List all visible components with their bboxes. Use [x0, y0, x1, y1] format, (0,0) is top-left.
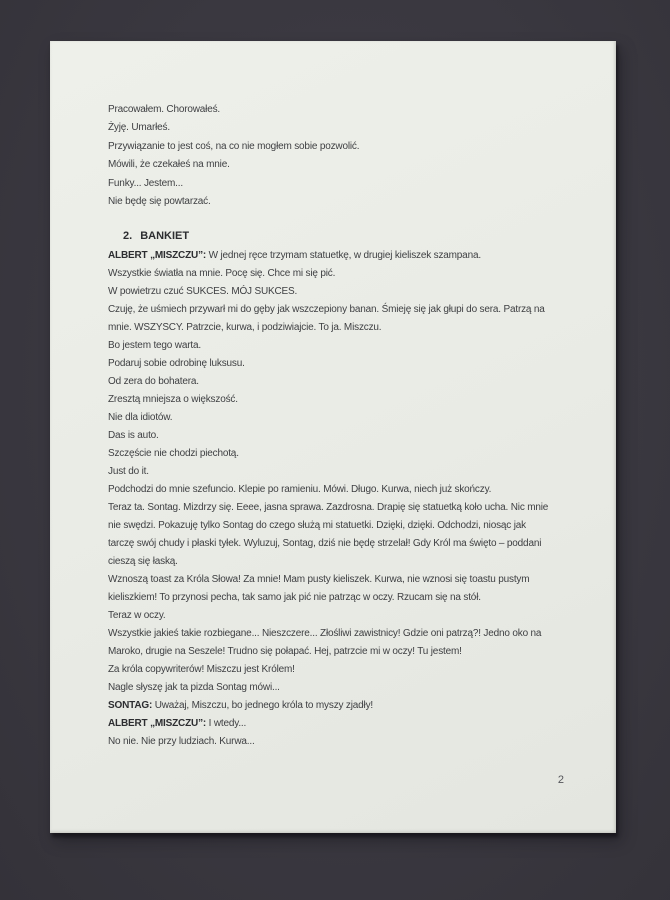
script-paragraph	[108, 409, 566, 427]
script-line: Das is auto.	[108, 430, 159, 442]
script-line: Przywiązanie to jest coś, na co nie mogłem sobie pozwolić.	[108, 140, 360, 152]
scene-title: BANKIET	[140, 230, 190, 243]
script-line: ALBERT „MISZCZU”: I wtedy...	[108, 718, 247, 730]
script-paragraph	[108, 463, 566, 481]
speaker-name: SONTAG:	[108, 700, 153, 712]
page-number: 2	[557, 774, 564, 786]
script-paragraph	[108, 733, 566, 751]
script-line: Mówili, że czekałeś na mnie.	[108, 159, 230, 171]
script-line: W powietrzu czuć SUKCES. MÓJ SUKCES.	[108, 286, 298, 298]
script-line: cieszą się łaską.	[108, 556, 178, 568]
script-line: Od zera do bohatera.	[108, 376, 199, 388]
script-paragraph	[108, 625, 566, 661]
script-line: Zresztą mniejsza o większość.	[108, 394, 238, 406]
script-paragraph	[108, 283, 566, 301]
script-paragraph	[108, 661, 566, 679]
script-paragraph	[108, 265, 566, 283]
script-paragraph	[108, 355, 566, 373]
script-line: Maroko, drugie na Seszele! Trudno się połapać. Hej, patrzcie mi w oczy! Tu jestem!	[108, 646, 462, 658]
script-line: SONTAG: Uważaj, Miszczu, bo jednego króla to myszy zjadły!	[108, 700, 374, 712]
scene-heading	[123, 227, 566, 245]
script-paragraph	[108, 247, 566, 265]
script-line: Nagle słyszę jak ta pizda Sontag mówi...	[108, 682, 280, 694]
script-paragraph	[108, 337, 566, 355]
script-line: Wznoszą toast za Króla Słowa! Za mnie! Mam pusty kieliszek. Kurwa, nie wznosi się toastu pustym	[108, 574, 530, 586]
intro-monologue	[108, 101, 566, 211]
script-paragraph	[108, 697, 566, 715]
script-line: Żyję. Umarłeś.	[108, 122, 170, 134]
script-line: Pracowałem. Chorowałeś.	[108, 104, 221, 115]
script-line: Wszystkie światła na mnie. Pocę się. Chce mi się pić.	[108, 268, 336, 280]
script-line: Funky... Jestem...	[108, 177, 183, 189]
script-line: Podaruj sobie odrobinę luksusu.	[108, 358, 245, 370]
script-paragraph	[108, 391, 566, 409]
scene-number: 2.	[123, 230, 133, 243]
script-line: Just do it.	[108, 466, 149, 478]
script-line: Wszystkie jakieś takie rozbiegane... Nieszczere... Złośliwi zawistnicy! Gdzie oni patrzą?! Jedno oko na	[108, 628, 542, 640]
script-paragraph	[108, 607, 566, 625]
script-paragraph	[108, 373, 566, 391]
script-line: Bo jestem tego warta.	[108, 340, 201, 352]
script-page	[50, 41, 616, 833]
speaker-name: ALBERT „MISZCZU”:	[108, 250, 207, 262]
script-content	[108, 101, 566, 751]
script-line: Nie dla idiotów.	[108, 412, 173, 424]
script-paragraph	[108, 445, 566, 463]
scene-dialogue	[108, 247, 566, 751]
script-paragraph	[108, 301, 566, 337]
script-line: ALBERT „MISZCZU”: W jednej ręce trzymam statuetkę, w drugiej kieliszek szampana.	[108, 250, 481, 262]
script-paragraph	[108, 715, 566, 733]
script-line: Za króla copywriterów! Miszczu jest Królem!	[108, 664, 295, 676]
script-paragraph	[108, 427, 566, 445]
script-line: tarczę swój chudy i płaski tyłek. Wyluzuj, Sontag, dziś nie będę strzelał! Gdy Król ma święto – poddani	[108, 538, 542, 550]
script-line: Podchodzi do mnie szefuncio. Klepie po ramieniu. Mówi. Długo. Kurwa, niech już skończy.	[108, 484, 492, 496]
script-line: Szczęście nie chodzi piechotą.	[108, 448, 239, 460]
script-line: Teraz ta. Sontag. Mizdrzy się. Eeee, jasna sprawa. Zazdrosna. Drapię się statuetką koło ucha. Nic mnie	[108, 502, 549, 514]
script-paragraph	[108, 571, 566, 607]
script-paragraph	[108, 499, 566, 571]
script-line: No nie. Nie przy ludziach. Kurwa...	[108, 736, 255, 748]
speaker-name: ALBERT „MISZCZU”:	[108, 718, 207, 730]
script-line: mnie. WSZYSCY. Patrzcie, kurwa, i podziwiajcie. To ja. Miszczu.	[108, 322, 382, 334]
script-paragraph	[108, 679, 566, 697]
script-line: Czuję, że uśmiech przywarł mi do gęby jak wszczepiony banan. Śmieję się jak głupi do sera. Patrzą na	[108, 304, 545, 316]
script-paragraph	[108, 481, 566, 499]
script-line: nie swędzi. Pokazuję tylko Sontag do czego służą mi statuetki. Dzięki, dzięki. Odchodzi, niosąc jak	[108, 520, 526, 532]
script-line: Nie będę się powtarzać.	[108, 196, 211, 208]
script-line: Teraz w oczy.	[108, 610, 166, 622]
script-line: kieliszkiem! To przynosi pecha, tak samo jak pić nie patrząc w oczy. Rzucam się na stół.	[108, 592, 481, 604]
